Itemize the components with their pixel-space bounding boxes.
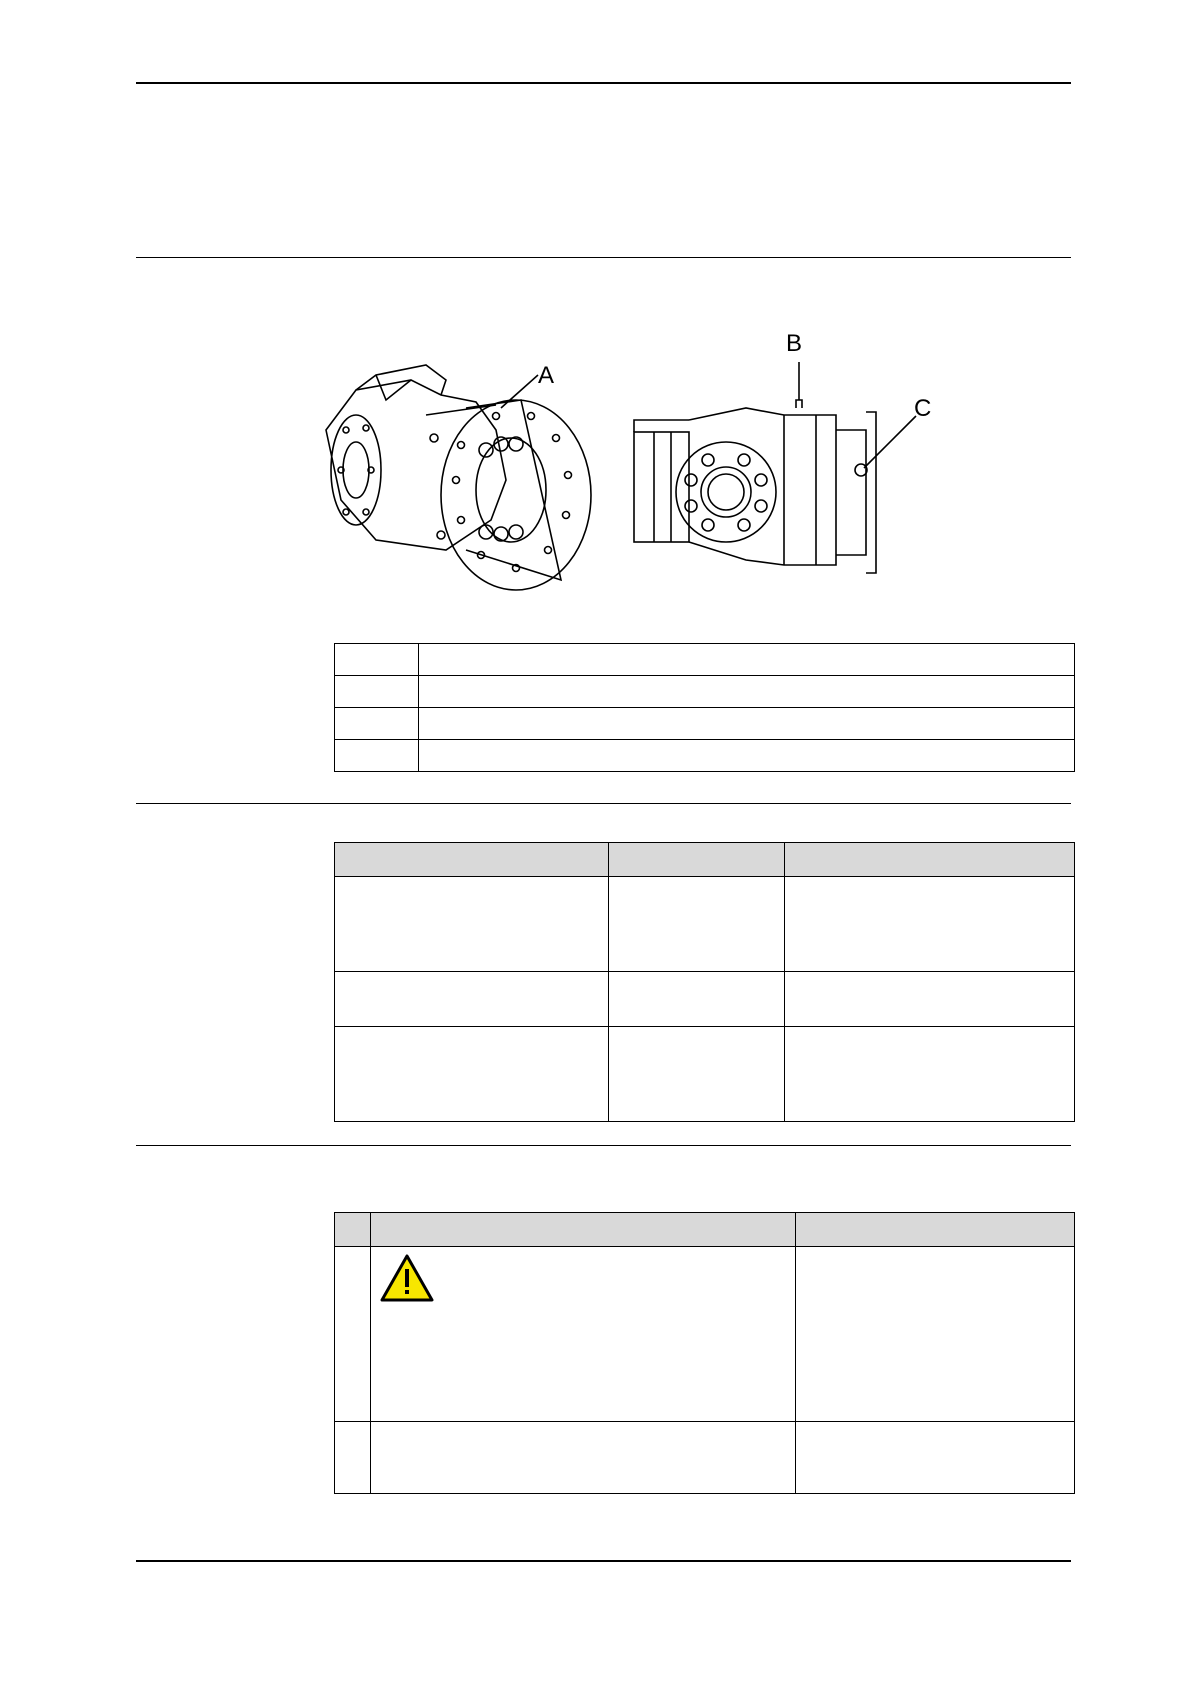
table-row — [335, 1422, 1075, 1494]
table-cell — [335, 1027, 609, 1122]
section-rule-1 — [136, 257, 1071, 258]
header-rule — [136, 82, 1071, 84]
legend-desc — [419, 644, 1075, 676]
table-cell — [335, 877, 609, 972]
procedure-table — [334, 1212, 1075, 1494]
table-row — [335, 1027, 1075, 1122]
callout-c: C — [914, 395, 932, 422]
table-cell — [785, 972, 1075, 1027]
table-cell — [785, 877, 1075, 972]
legend-key — [335, 708, 419, 740]
legend-desc — [419, 740, 1075, 772]
table-cell — [609, 972, 785, 1027]
table-row — [335, 877, 1075, 972]
legend-desc — [419, 676, 1075, 708]
legend-key — [335, 676, 419, 708]
section-rule-2 — [136, 803, 1071, 804]
table-row — [335, 644, 1075, 676]
callout-b: B — [786, 330, 803, 357]
table-row — [335, 740, 1075, 772]
footer-rule — [136, 1560, 1071, 1562]
table-cell — [609, 877, 785, 972]
step-action — [371, 1422, 796, 1494]
table-row — [335, 676, 1075, 708]
column-header — [796, 1213, 1075, 1247]
table-cell — [785, 1027, 1075, 1122]
column-header — [335, 843, 609, 877]
section-rule-3 — [136, 1145, 1071, 1146]
warning-icon — [379, 1253, 435, 1303]
legend-key — [335, 740, 419, 772]
table-header-row — [335, 1213, 1075, 1247]
table-cell — [609, 1027, 785, 1122]
legend-desc — [419, 708, 1075, 740]
table-row — [335, 708, 1075, 740]
step-number — [335, 1422, 371, 1494]
callout-a: A — [538, 362, 555, 389]
column-header — [609, 843, 785, 877]
table-row — [335, 972, 1075, 1027]
table-row — [335, 1247, 1075, 1422]
table-cell — [335, 972, 609, 1027]
step-note — [796, 1247, 1075, 1422]
column-header — [785, 843, 1075, 877]
gearbox-drawing — [316, 320, 936, 610]
column-header — [335, 1213, 371, 1247]
table-header-row — [335, 843, 1075, 877]
legend-key — [335, 644, 419, 676]
figure-legend-table — [334, 643, 1075, 772]
step-number — [335, 1247, 371, 1422]
axis-unit-figure — [316, 320, 936, 610]
step-note — [796, 1422, 1075, 1494]
step-action — [371, 1247, 796, 1422]
column-header — [371, 1213, 796, 1247]
equipment-table — [334, 842, 1075, 1122]
